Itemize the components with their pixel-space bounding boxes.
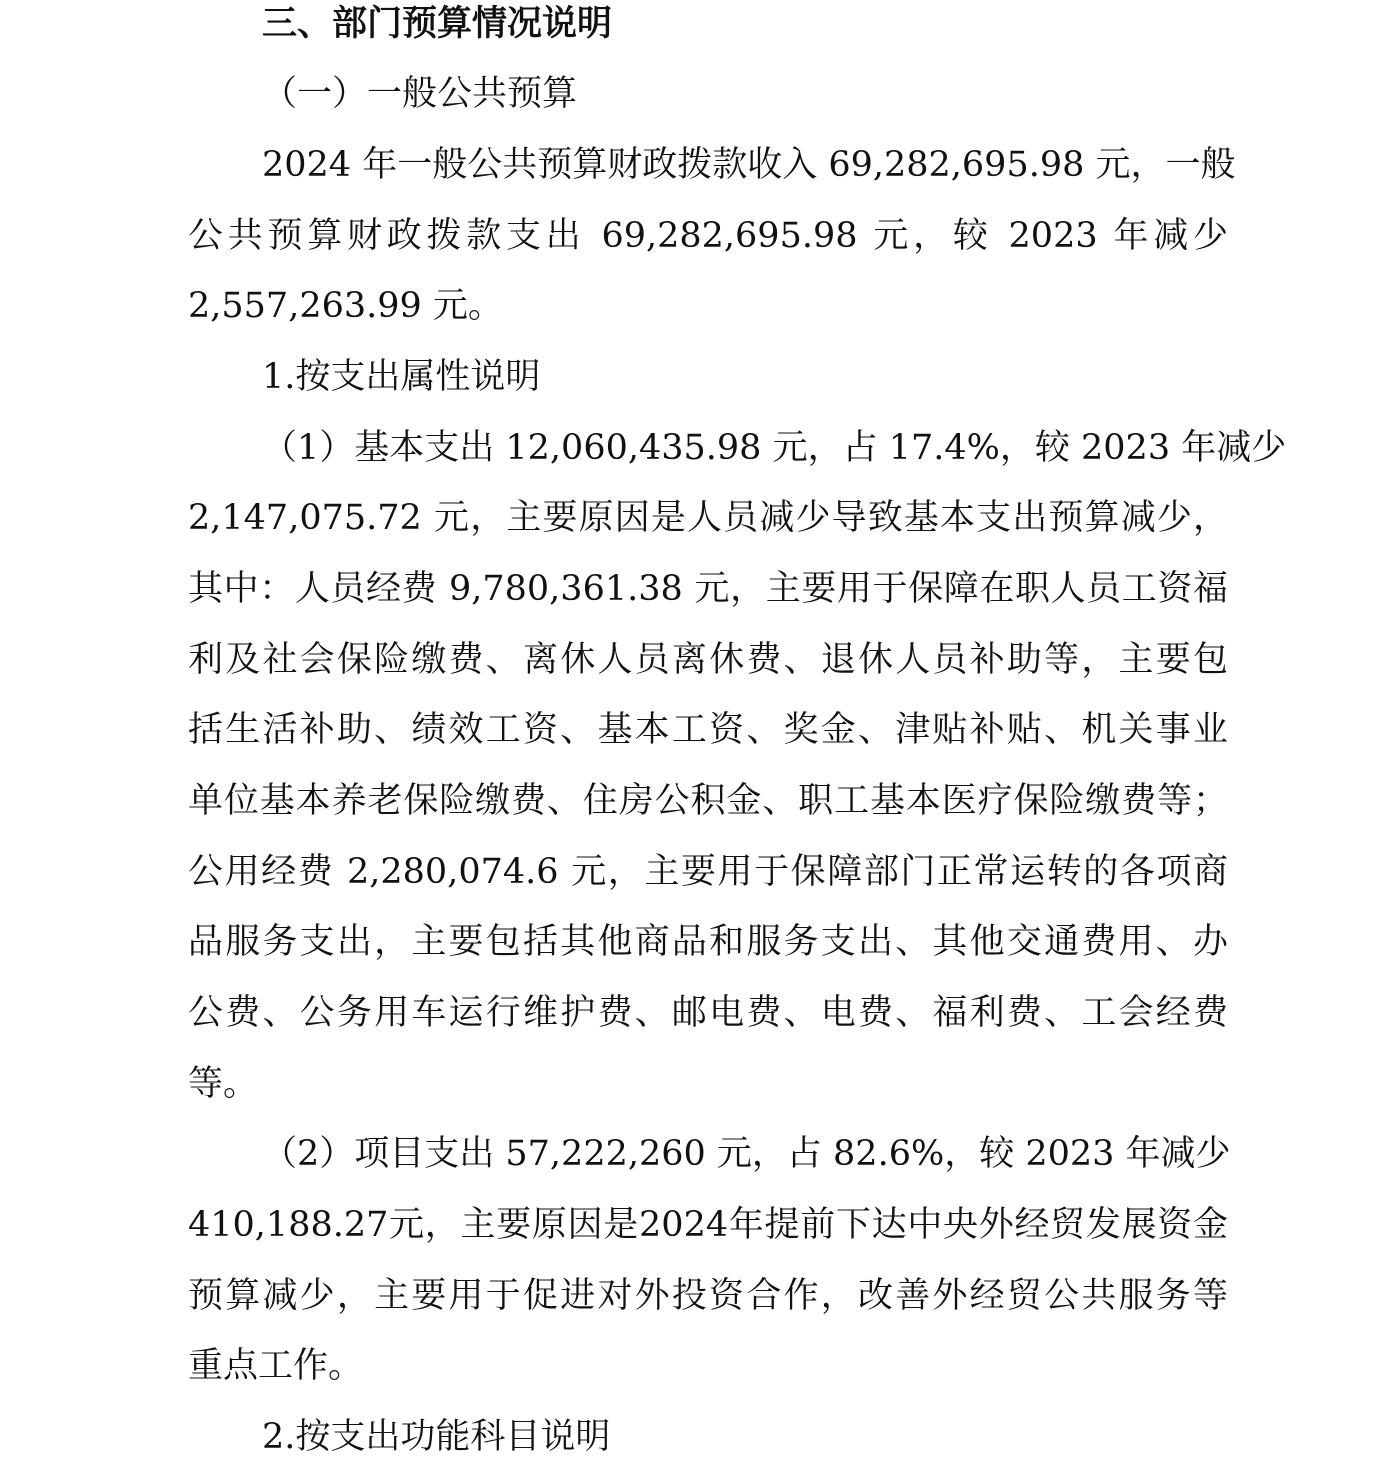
section-heading: 三、部门预算情况说明	[262, 4, 613, 44]
para3-line1: （2）项目支出 57,222,260 元，占 82.6%，较 2023 年减少	[262, 1134, 1231, 1174]
para2-line3: 其中：人员经费 9,780,361.38 元，主要用于保障在职人员工资福	[188, 569, 1228, 609]
para1-line1: 2024 年一般公共预算财政拨款收入 69,282,695.98 元，一般	[262, 145, 1236, 185]
para3-line4: 重点工作。	[188, 1346, 364, 1386]
para2-line10: 等。	[188, 1064, 259, 1104]
para3-line3: 预算减少，主要用于促进对外投资合作，改善外经贸公共服务等	[188, 1276, 1228, 1316]
para1-line3: 2,557,263.99 元。	[188, 286, 503, 326]
para2-line9: 公费、公务用车运行维护费、邮电费、电费、福利费、工会经费	[188, 993, 1228, 1033]
para2-line7: 公用经费 2,280,074.6 元，主要用于保障部门正常运转的各项商	[188, 852, 1228, 892]
para3-line2: 410,188.27元，主要原因是2024年提前下达中央外经贸发展资金	[188, 1205, 1228, 1245]
para2-line5: 括生活补助、绩效工资、基本工资、奖金、津贴补贴、机关事业	[188, 710, 1228, 750]
para2-line4: 利及社会保险缴费、离休人员离休费、退休人员补助等，主要包	[188, 640, 1228, 680]
para2-line1: （1）基本支出 12,060,435.98 元，占 17.4%，较 2023 年减少	[262, 428, 1287, 468]
item1-heading: 1.按支出属性说明	[262, 357, 541, 397]
para2-line8: 品服务支出，主要包括其他商品和服务支出、其他交通费用、办	[188, 922, 1228, 962]
para2-line6: 单位基本养老保险缴费、住房公积金、职工基本医疗保险缴费等；	[188, 781, 1228, 821]
para2-line2: 2,147,075.72 元，主要原因是人员减少导致基本支出预算减少，	[188, 498, 1228, 538]
para1-line2: 公共预算财政拨款支出 69,282,695.98 元，较 2023 年减少	[188, 216, 1228, 256]
item2-heading: 2.按支出功能科目说明	[262, 1417, 611, 1457]
subsection-heading: （一）一般公共预算	[262, 74, 578, 114]
